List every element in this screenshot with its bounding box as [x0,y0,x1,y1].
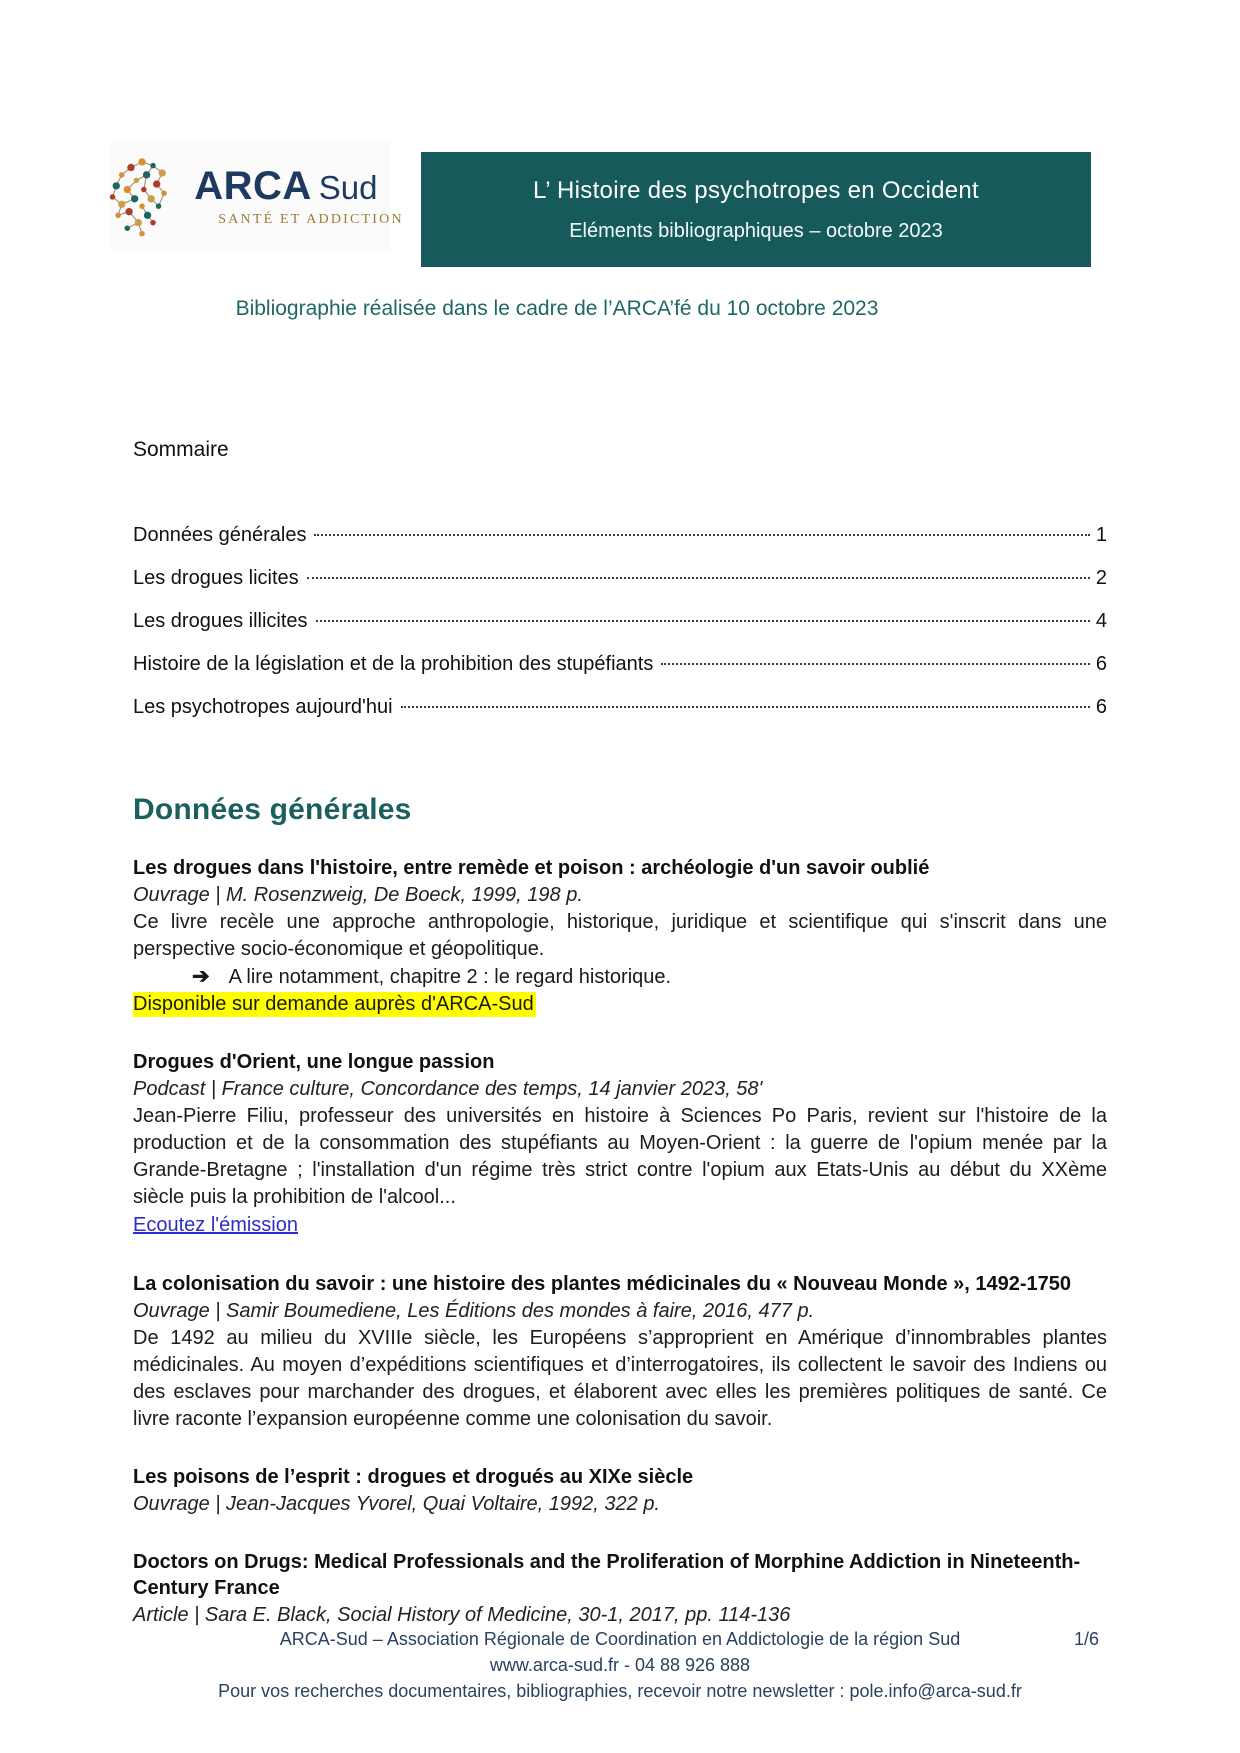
footer-newsletter-line: Pour vos recherches documentaires, bibliographies, recevoir notre newsletter : pole.info@arca-sud.fr [218,1681,1022,1701]
arrow-right-icon: ➔ [192,965,210,988]
footer-association-line: ARCA-Sud – Association Régionale de Coordination en Addictologie de la région Sud [279,1629,961,1649]
entry-source: Podcast | France culture, Concordance des temps, 14 janvier 2023, 58' [133,1078,763,1100]
table-of-contents [133,505,1107,720]
toc-entry-page: 1 [1095,524,1107,546]
logo-dot-network-icon [96,144,188,248]
entry-description: De 1492 au milieu du XVIIIe siècle, les Européens s’approprient en Amérique d’innombrables plantes médicinales. Au moyen d’expéditions scientifiques et d’interrogatoires, ils collectent le savoir des Indiens ou des esclaves pour marchander des drogues, et élaborent avec elles les premières politiques de santé. Ce livre raconte l’expansion européenne comme une colonisation du savoir. [133,1327,1107,1430]
bibliography-entry [133,1271,1107,1433]
toc-entry-page: 6 [1095,653,1107,675]
toc-dot-leader [314,534,1089,536]
toc-dot-leader [307,577,1090,579]
toc-entry-label: Histoire de la législation et de la prohibition des stupéfiants [133,653,654,675]
entry-title: Drogues d'Orient, une longue passion [133,1051,495,1073]
toc-entry-page: 2 [1095,567,1107,589]
bibliography-entry [133,1049,1107,1240]
title-banner [421,152,1091,267]
arca-sud-logo [110,140,404,252]
entry-source: Ouvrage | M. Rosenzweig, De Boeck, 1999, 198 p. [133,884,583,906]
logo-text [194,164,404,228]
toc-dot-leader [661,663,1090,665]
toc-entry-page: 6 [1095,696,1107,718]
entry-source: Article | Sara E. Black, Social History of Medicine, 30-1, 2017, pp. 114-136 [133,1604,791,1626]
footer-contact-line: www.arca-sud.fr - 04 88 926 888 [489,1655,751,1675]
toc-entry-donnees-generales[interactable] [133,523,1107,548]
toc-entry-label: Les drogues licites [133,567,299,589]
highlighted-text: Disponible sur demande auprès d'ARCA-Sud [133,993,534,1015]
document-title: L’ Histoire des psychotropes en Occident [532,176,979,204]
bibliography-entry [133,1464,1107,1518]
bibliography-entry [133,855,1107,1018]
listen-episode-link[interactable]: Ecoutez l'émission [133,1214,298,1236]
toc-entry-psychotropes-aujourdhui[interactable] [133,695,1107,720]
toc-entry-drogues-licites[interactable] [133,566,1107,591]
page-footer [133,1626,1107,1704]
toc-entry-label: Données générales [133,524,307,546]
intro-line: Bibliographie réalisée dans le cadre de l’ARCA’fé du 10 octobre 2023 [235,297,879,320]
toc-entry-page: 4 [1095,610,1107,632]
entry-title: Les poisons de l’esprit : drogues et drogués au XIXe siècle [133,1466,694,1488]
entry-title: Doctors on Drugs: Medical Professionals and the Proliferation of Morphine Addiction in Nineteenth-Century France [133,1551,1081,1599]
toc-entry-label: Les drogues illicites [133,610,308,632]
entry-description: Jean-Pierre Filiu, professeur des universités en histoire à Sciences Po Paris, revient sur l'histoire de la production et de la consommation des stupéfiants au Moyen-Orient : la guerre de l'opium menée par la Grande-Bretagne ; l'installation d'un régime très strict contre l'opium aux Etats-Unis au début du XXème siècle puis la prohibition de l'alcool... [133,1105,1107,1208]
entry-source: Ouvrage | Jean-Jacques Yvorel, Quai Voltaire, 1992, 322 p. [133,1493,660,1515]
document-subtitle: Eléments bibliographiques – octobre 2023 [569,219,943,242]
toc-dot-leader [316,620,1090,622]
page-number: 1/6 [1073,1629,1099,1649]
entry-title: La colonisation du savoir : une histoire des plantes médicinales du « Nouveau Monde », 1492-1750 [133,1273,1072,1295]
bibliography-entries [133,855,1107,1660]
section-heading-donnees-generales: Données générales [133,793,412,826]
toc-entry-histoire-legislation[interactable] [133,652,1107,677]
logo-name [194,164,404,209]
toc-entry-label: Les psychotropes aujourd'hui [133,696,393,718]
entry-note [133,963,1107,991]
logo-tagline: SANTÉ ET ADDICTION [218,212,404,227]
entry-title: Les drogues dans l'histoire, entre remède et poison : archéologie d'un savoir oublié [133,857,930,879]
logo-word: ARCA [194,164,312,208]
logo-suffix: Sud [318,169,378,206]
entry-note-text: A lire notamment, chapitre 2 : le regard historique. [228,966,672,988]
entry-description: Ce livre recèle une approche anthropologie, historique, juridique et scientifique qui s'inscrit dans une perspective socio-économique et géopolitique. [133,911,1107,960]
bibliography-entry [133,1549,1107,1629]
availability-line [133,991,1107,1018]
toc-entry-drogues-illicites[interactable] [133,609,1107,634]
toc-heading: Sommaire [133,438,229,461]
toc-dot-leader [401,706,1090,708]
entry-source: Ouvrage | Samir Boumediene, Les Éditions des mondes à faire, 2016, 477 p. [133,1300,815,1322]
